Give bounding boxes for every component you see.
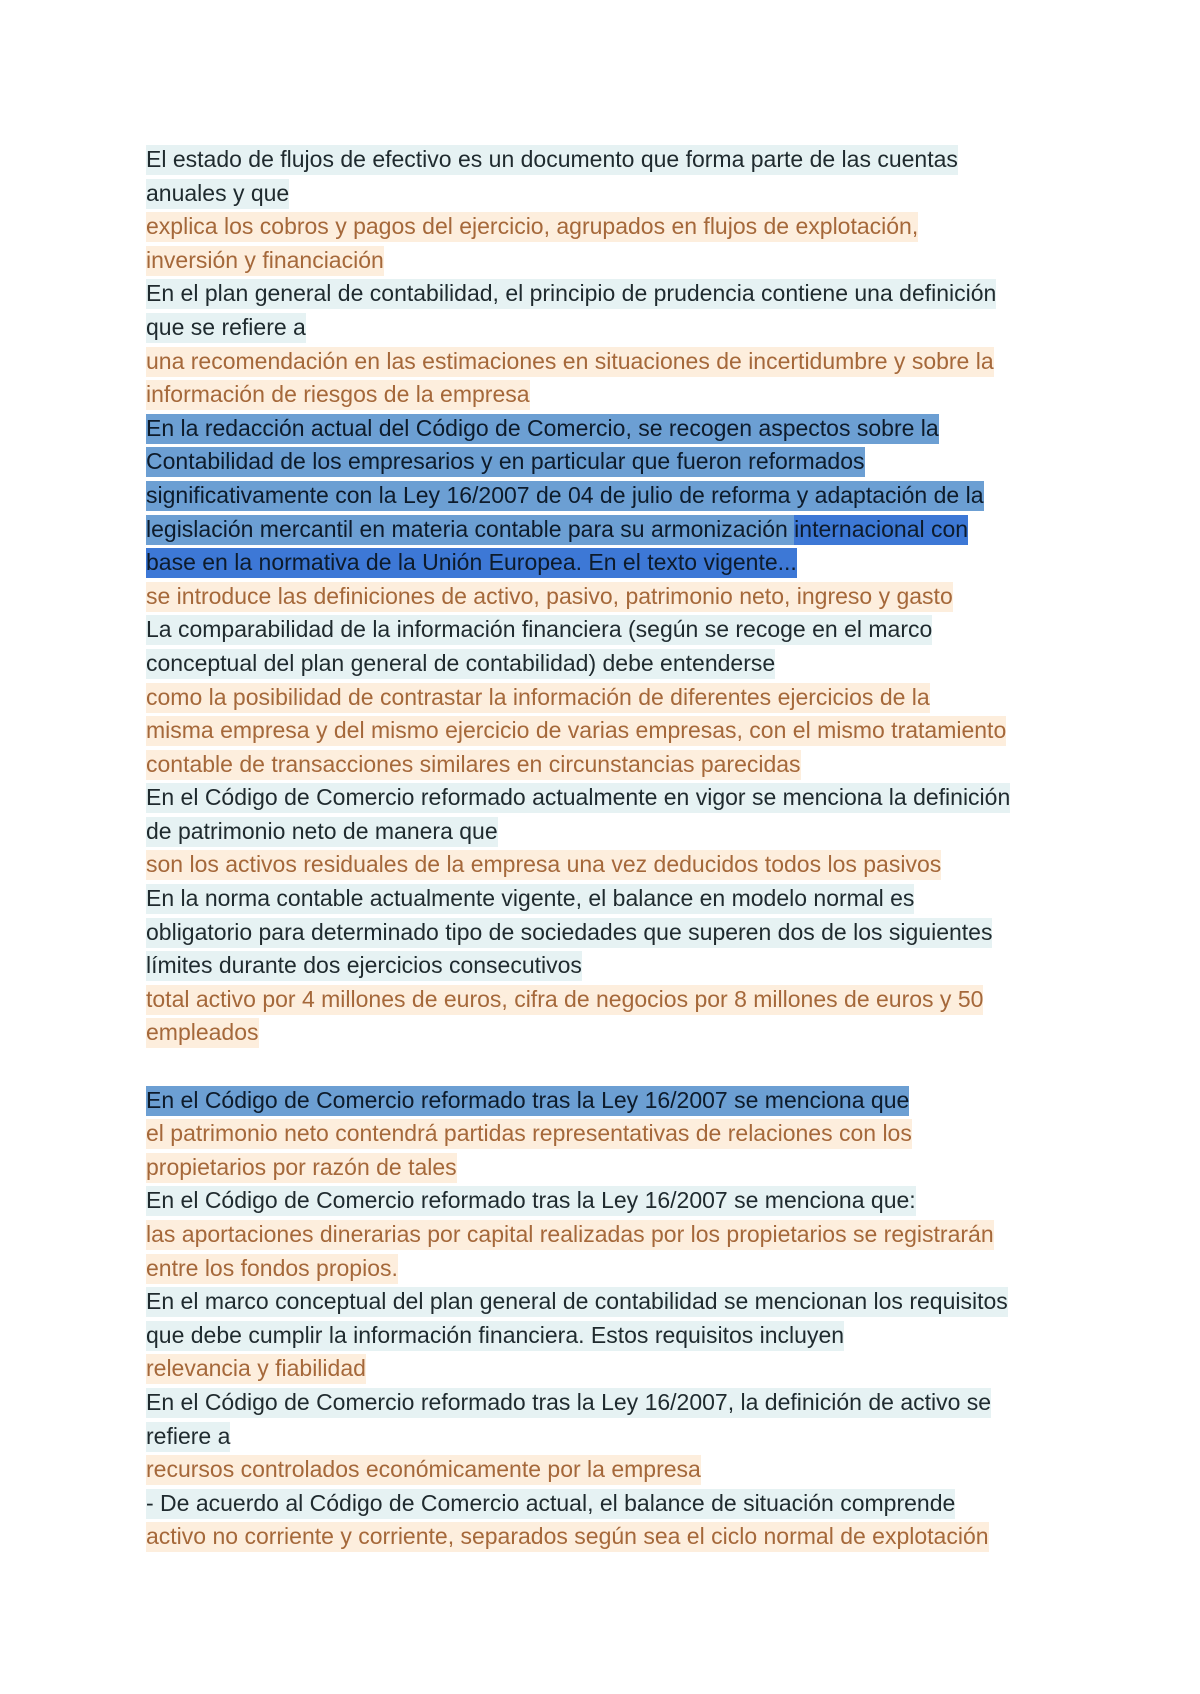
text-line bbox=[146, 1151, 1066, 1185]
text-line bbox=[146, 143, 1066, 177]
question-text: En el marco conceptual del plan general de contabilidad se mencionan los requisitos bbox=[146, 1287, 1008, 1317]
text-line bbox=[146, 311, 1066, 345]
text-line bbox=[146, 1487, 1066, 1521]
answer-text: como la posibilidad de contrastar la información de diferentes ejercicios de la bbox=[146, 683, 930, 713]
text-line bbox=[146, 513, 1066, 547]
text-line bbox=[146, 1453, 1066, 1487]
text-line bbox=[146, 848, 1066, 882]
text-line bbox=[146, 1184, 1066, 1218]
answer-text: el patrimonio neto contendrá partidas representativas de relaciones con los bbox=[146, 1119, 912, 1149]
answer-text: inversión y financiación bbox=[146, 246, 384, 276]
text-line bbox=[146, 1084, 1066, 1118]
answer-text: se introduce las definiciones de activo, pasivo, patrimonio neto, ingreso y gasto bbox=[146, 582, 953, 612]
highlighted-text: significativamente con la Ley 16/2007 de 04 de julio de reforma y adaptación de la bbox=[146, 481, 984, 511]
question-text: - De acuerdo al Código de Comercio actual, el balance de situación comprende bbox=[146, 1489, 955, 1519]
text-line bbox=[146, 378, 1066, 412]
text-line bbox=[146, 613, 1066, 647]
text-line bbox=[146, 748, 1066, 782]
answer-text: total activo por 4 millones de euros, cifra de negocios por 8 millones de euros y 50 bbox=[146, 985, 983, 1015]
highlighted-text: Contabilidad de los empresarios y en particular que fueron reformados bbox=[146, 447, 865, 477]
answer-text: información de riesgos de la empresa bbox=[146, 380, 530, 410]
text-line bbox=[146, 1252, 1066, 1286]
text-line bbox=[146, 1218, 1066, 1252]
text-line bbox=[146, 210, 1066, 244]
text-line bbox=[146, 1016, 1066, 1050]
text-line bbox=[146, 580, 1066, 614]
question-text: En el Código de Comercio reformado tras la Ley 16/2007 se menciona que: bbox=[146, 1186, 916, 1216]
document-body bbox=[146, 143, 1066, 1554]
question-text: En el Código de Comercio reformado tras la Ley 16/2007, la definición de activo se bbox=[146, 1388, 991, 1418]
text-line bbox=[146, 177, 1066, 211]
text-line bbox=[146, 1420, 1066, 1454]
text-line bbox=[146, 815, 1066, 849]
text-line bbox=[146, 445, 1066, 479]
text-line bbox=[146, 1352, 1066, 1386]
highlighted-text: En el Código de Comercio reformado tras la Ley 16/2007 se menciona que bbox=[146, 1086, 909, 1116]
text-line bbox=[146, 546, 1066, 580]
question-text: La comparabilidad de la información financiera (según se recoge en el marco bbox=[146, 615, 932, 645]
answer-text: explica los cobros y pagos del ejercicio, agrupados en flujos de explotación, bbox=[146, 212, 918, 242]
answer-text: contable de transacciones similares en circunstancias parecidas bbox=[146, 750, 801, 780]
blank-line bbox=[146, 1050, 1066, 1084]
text-line bbox=[146, 479, 1066, 513]
answer-text: activo no corriente y corriente, separados según sea el ciclo normal de explotación bbox=[146, 1522, 989, 1552]
text-line bbox=[146, 647, 1066, 681]
text-line bbox=[146, 345, 1066, 379]
text-line bbox=[146, 1386, 1066, 1420]
question-text: que se refiere a bbox=[146, 313, 306, 343]
answer-text: misma empresa y del mismo ejercicio de varias empresas, con el mismo tratamiento bbox=[146, 716, 1006, 746]
text-line bbox=[146, 1319, 1066, 1353]
question-text: que debe cumplir la información financiera. Estos requisitos incluyen bbox=[146, 1321, 844, 1351]
highlighted-text: internacional con bbox=[794, 515, 968, 545]
text-line bbox=[146, 949, 1066, 983]
text-line bbox=[146, 983, 1066, 1017]
text-line bbox=[146, 1117, 1066, 1151]
answer-text: relevancia y fiabilidad bbox=[146, 1354, 366, 1384]
answer-text: propietarios por razón de tales bbox=[146, 1153, 457, 1183]
question-text: anuales y que bbox=[146, 179, 289, 209]
answer-text: son los activos residuales de la empresa una vez deducidos todos los pasivos bbox=[146, 850, 941, 880]
answer-text: las aportaciones dinerarias por capital realizadas por los propietarios se registrarán bbox=[146, 1220, 994, 1250]
answer-text: recursos controlados económicamente por la empresa bbox=[146, 1455, 701, 1485]
highlighted-text: base en la normativa de la Unión Europea. En el texto vigente... bbox=[146, 548, 797, 578]
question-text: obligatorio para determinado tipo de sociedades que superen dos de los siguientes bbox=[146, 918, 992, 948]
answer-text: una recomendación en las estimaciones en situaciones de incertidumbre y sobre la bbox=[146, 347, 994, 377]
question-text: de patrimonio neto de manera que bbox=[146, 817, 498, 847]
question-text: refiere a bbox=[146, 1422, 230, 1452]
question-text: En el plan general de contabilidad, el principio de prudencia contiene una definición bbox=[146, 279, 996, 309]
text-line bbox=[146, 244, 1066, 278]
text-line bbox=[146, 1520, 1066, 1554]
text-line bbox=[146, 882, 1066, 916]
answer-text: entre los fondos propios. bbox=[146, 1254, 398, 1284]
highlighted-text: En la redacción actual del Código de Comercio, se recogen aspectos sobre la bbox=[146, 414, 939, 444]
text-line bbox=[146, 412, 1066, 446]
text-line bbox=[146, 681, 1066, 715]
text-line bbox=[146, 277, 1066, 311]
question-text: En la norma contable actualmente vigente, el balance en modelo normal es bbox=[146, 884, 914, 914]
text-line bbox=[146, 1285, 1066, 1319]
text-line bbox=[146, 714, 1066, 748]
text-line bbox=[146, 781, 1066, 815]
highlighted-text: legislación mercantil en materia contable para su armonización bbox=[146, 515, 794, 545]
question-text: En el Código de Comercio reformado actualmente en vigor se menciona la definición bbox=[146, 783, 1010, 813]
question-text: conceptual del plan general de contabilidad) debe entenderse bbox=[146, 649, 775, 679]
answer-text: empleados bbox=[146, 1018, 259, 1048]
question-text: límites durante dos ejercicios consecutivos bbox=[146, 951, 582, 981]
text-line bbox=[146, 916, 1066, 950]
question-text: El estado de flujos de efectivo es un documento que forma parte de las cuentas bbox=[146, 145, 958, 175]
